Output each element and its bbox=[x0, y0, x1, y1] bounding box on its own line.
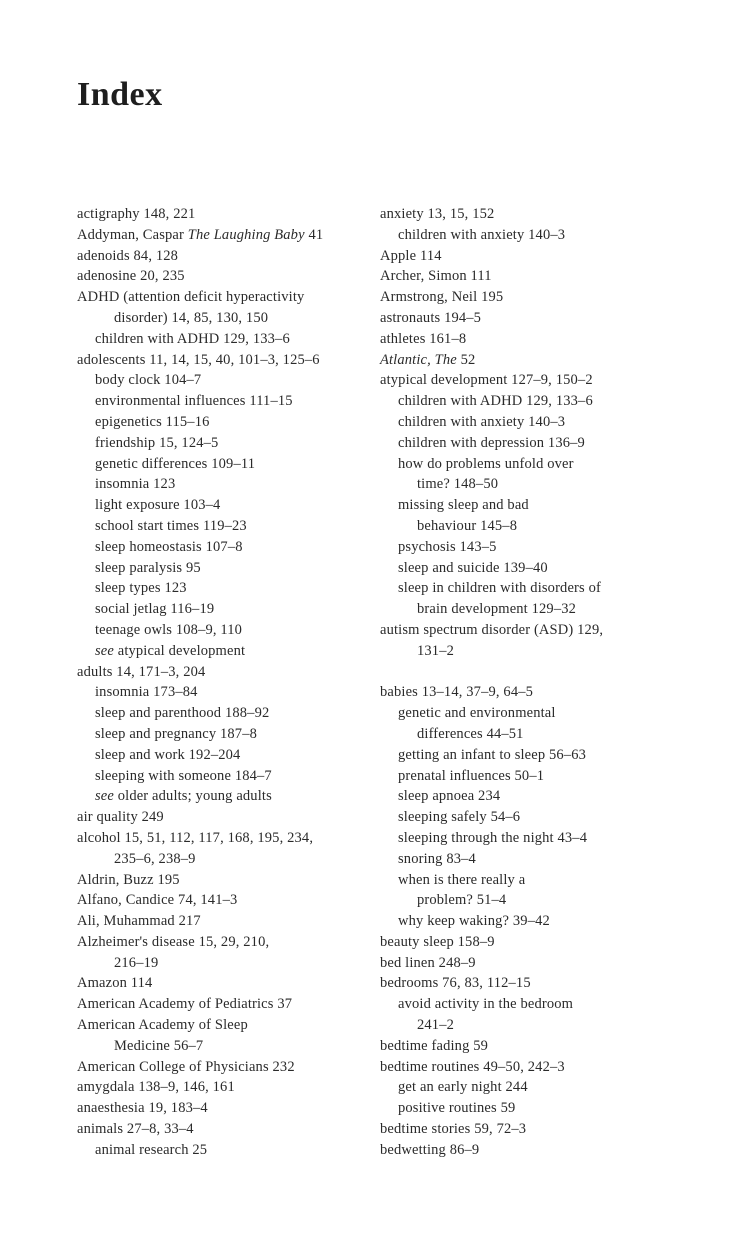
index-subentry: children with anxiety 140–3 bbox=[398, 226, 566, 243]
index-entry: American Academy of Pediatrics 37 bbox=[77, 996, 293, 1013]
index-subentry: sleeping with someone 184–7 bbox=[95, 767, 272, 784]
index-entry: adolescents 11, 14, 15, 40, 101–3, 125–6 bbox=[77, 351, 320, 368]
index-subentry: sleep homeostasis 107–8 bbox=[95, 538, 243, 555]
index-subentry: sleep and suicide 139–40 bbox=[398, 559, 548, 576]
index-entry: autism spectrum disorder (ASD) 129, bbox=[380, 621, 604, 638]
index-subentry: see atypical development bbox=[95, 642, 246, 659]
index-subentry: friendship 15, 124–5 bbox=[95, 434, 219, 451]
index-subentry: see older adults; young adults bbox=[95, 788, 272, 805]
index-subentry: sleep and parenthood 188–92 bbox=[95, 705, 270, 722]
index-subentry: sleep and work 192–204 bbox=[95, 746, 241, 763]
index-subentry: 235–6, 238–9 bbox=[114, 850, 196, 867]
index-subentry: sleep types 123 bbox=[95, 580, 187, 597]
index-subentry: genetic and environmental bbox=[398, 705, 556, 722]
page-title: Index bbox=[77, 76, 163, 113]
index-subentry: psychosis 143–5 bbox=[398, 538, 497, 555]
index-entry: Armstrong, Neil 195 bbox=[380, 289, 504, 306]
index-entry: Archer, Simon 111 bbox=[380, 268, 492, 285]
index-subentry: differences 44–51 bbox=[417, 725, 524, 742]
index-entry: animals 27–8, 33–4 bbox=[77, 1121, 194, 1138]
index-entry: athletes 161–8 bbox=[380, 330, 467, 347]
index-subentry: behaviour 145–8 bbox=[417, 517, 518, 534]
index-subentry: avoid activity in the bedroom bbox=[398, 996, 574, 1013]
index-entry: bedtime stories 59, 72–3 bbox=[380, 1121, 527, 1138]
index-subentry: disorder) 14, 85, 130, 150 bbox=[114, 309, 269, 326]
index-entry: ADHD (attention deficit hyperactivity bbox=[77, 289, 305, 306]
index-column-right bbox=[380, 204, 680, 1161]
index-entry: anaesthesia 19, 183–4 bbox=[77, 1100, 208, 1117]
index-entry: bedtime fading 59 bbox=[380, 1037, 489, 1054]
index-entry: amygdala 138–9, 146, 161 bbox=[77, 1079, 235, 1096]
index-subentry: 216–19 bbox=[114, 954, 159, 971]
index-subentry: sleep apnoea 234 bbox=[398, 788, 501, 805]
index-subentry: light exposure 103–4 bbox=[95, 497, 221, 514]
index-subentry: snoring 83–4 bbox=[398, 850, 476, 867]
index-entry: Addyman, Caspar The Laughing Baby 41 bbox=[77, 226, 324, 243]
index-entry: anxiety 13, 15, 152 bbox=[380, 206, 495, 222]
index-entry: Alzheimer's disease 15, 29, 210, bbox=[77, 933, 270, 950]
section-gap bbox=[380, 662, 680, 683]
index-subentry: prenatal influences 50–1 bbox=[398, 767, 545, 784]
index-subentry: animal research 25 bbox=[95, 1141, 208, 1158]
index-entry: bedwetting 86–9 bbox=[380, 1141, 480, 1158]
index-entry: astronauts 194–5 bbox=[380, 309, 482, 326]
index-entry: alcohol 15, 51, 112, 117, 168, 195, 234, bbox=[77, 829, 314, 846]
index-entry: Aldrin, Buzz 195 bbox=[77, 871, 180, 888]
index-subentry: how do problems unfold over bbox=[398, 455, 574, 472]
index-subentry: sleep in children with disorders of bbox=[398, 580, 601, 597]
index-entry: Apple 114 bbox=[380, 247, 442, 264]
index-subentry: missing sleep and bad bbox=[398, 497, 529, 514]
index-subentry: insomnia 173–84 bbox=[95, 684, 198, 701]
index-subentry: children with ADHD 129, 133–6 bbox=[95, 330, 290, 347]
index-subentry: environmental influences 111–15 bbox=[95, 393, 293, 410]
index-entry: Atlantic, The 52 bbox=[380, 351, 476, 368]
index-subentry: sleep paralysis 95 bbox=[95, 559, 201, 576]
index-subentry: body clock 104–7 bbox=[95, 372, 202, 389]
index-subentry: Medicine 56–7 bbox=[114, 1037, 204, 1054]
index-entry: bedtime routines 49–50, 242–3 bbox=[380, 1058, 565, 1075]
index-subentry: children with ADHD 129, 133–6 bbox=[398, 393, 593, 410]
index-subentry: 241–2 bbox=[417, 1017, 454, 1034]
index-subentry: sleep and pregnancy 187–8 bbox=[95, 725, 257, 742]
index-subentry: why keep waking? 39–42 bbox=[398, 913, 550, 930]
index-subentry: get an early night 244 bbox=[398, 1079, 528, 1096]
index-subentry: epigenetics 115–16 bbox=[95, 413, 210, 430]
index-entry: American Academy of Sleep bbox=[77, 1017, 248, 1034]
index-entry: American College of Physicians 232 bbox=[77, 1058, 295, 1075]
index-subentry: positive routines 59 bbox=[398, 1100, 516, 1117]
index-entry: air quality 249 bbox=[77, 809, 164, 826]
index-entry: adults 14, 171–3, 204 bbox=[77, 663, 206, 680]
index-entry: bedrooms 76, 83, 112–15 bbox=[380, 975, 531, 992]
index-entry: Amazon 114 bbox=[77, 975, 153, 992]
index-subentry: brain development 129–32 bbox=[417, 601, 577, 618]
index-entry: Ali, Muhammad 217 bbox=[77, 913, 201, 930]
index-subentry: when is there really a bbox=[398, 871, 526, 888]
index-subentry: teenage owls 108–9, 110 bbox=[95, 621, 243, 638]
index-entry: beauty sleep 158–9 bbox=[380, 933, 495, 950]
index-subentry: school start times 119–23 bbox=[95, 517, 247, 534]
index-subentry: sleeping through the night 43–4 bbox=[398, 829, 588, 846]
index-subentry: getting an infant to sleep 56–63 bbox=[398, 746, 587, 763]
index-entry: babies 13–14, 37–9, 64–5 bbox=[380, 684, 534, 701]
index-subentry: problem? 51–4 bbox=[417, 892, 507, 909]
index-entry: bed linen 248–9 bbox=[380, 954, 476, 971]
index-entry: actigraphy 148, 221 bbox=[77, 206, 196, 222]
index-subentry: social jetlag 116–19 bbox=[95, 601, 215, 618]
index-subentry: children with anxiety 140–3 bbox=[398, 413, 566, 430]
index-subentry: sleeping safely 54–6 bbox=[398, 809, 521, 826]
index-subentry: children with depression 136–9 bbox=[398, 434, 585, 451]
index-entry: atypical development 127–9, 150–2 bbox=[380, 372, 593, 389]
index-entry: adenoids 84, 128 bbox=[77, 247, 179, 264]
index-subentry: genetic differences 109–11 bbox=[95, 455, 256, 472]
index-subentry: 131–2 bbox=[417, 642, 454, 659]
index-column-left bbox=[77, 204, 377, 1161]
index-entry: Alfano, Candice 74, 141–3 bbox=[77, 892, 238, 909]
index-entry: adenosine 20, 235 bbox=[77, 268, 185, 285]
index-subentry: time? 148–50 bbox=[417, 476, 499, 493]
index-subentry: insomnia 123 bbox=[95, 476, 176, 493]
